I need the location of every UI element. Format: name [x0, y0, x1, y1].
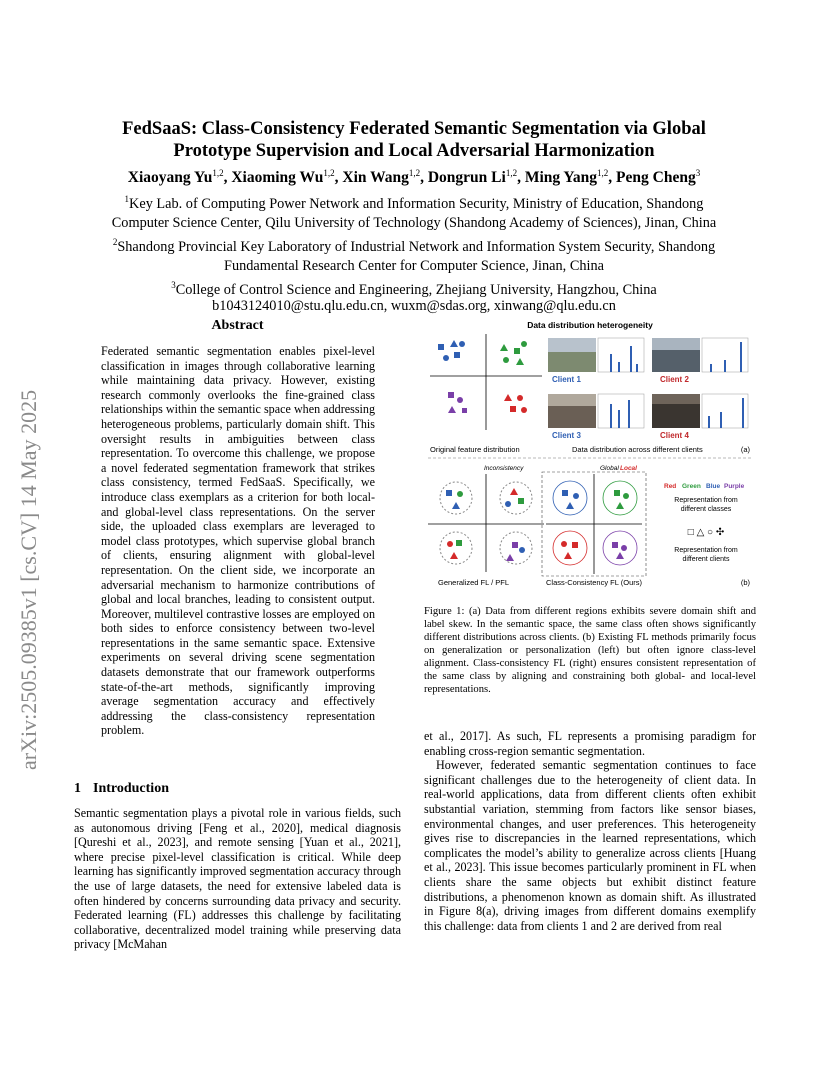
legend-rep-clients-1: Representation from	[674, 547, 738, 554]
author-name: Xin Wang	[342, 169, 409, 187]
legend-rep-classes-1: Representation from	[674, 497, 738, 504]
legend-rep-clients-2: different clients	[682, 556, 730, 563]
blue-cluster-icon	[438, 340, 465, 361]
title-line-2: Prototype Supervision and Local Adversarial Harmonization	[173, 141, 655, 161]
section-title: Introduction	[93, 781, 169, 796]
generalized-fl-plot	[428, 474, 544, 572]
affiliation-3	[60, 276, 768, 300]
aff-text: College of Control Science and Engineering, Zhejiang University, Hangzhou, China	[175, 281, 657, 298]
affiliation-2-cont: Fundamental Research Center for Computer Science, Jinan, China	[224, 257, 604, 274]
affiliations	[60, 190, 768, 314]
aff-text: Shandong Provincial Key Laboratory of Industrial Network and Information System Security, Shandong	[117, 238, 716, 255]
red-cluster-icon	[504, 394, 527, 413]
figure-1	[424, 318, 756, 590]
figure-caption: Figure 1: (a) Data from different regions exhibits severe domain shift and label skew. In the semantic space, the same class often shows significantly different distributions across clients. (b) Existing FL methods primarily focus on generalization or personalization (left) but often ignore class-level alignment. Class-consistency FL (right) ensures consistent representation of the same class by aligning and constraining both global- and local-level representations.	[424, 606, 756, 695]
author-sup: 1,2	[323, 168, 335, 178]
legend-shapes: □ △ ○ ✣	[687, 527, 725, 538]
client-4-label: Client 4	[660, 431, 689, 440]
author-sup: 1,2	[505, 168, 518, 178]
emails: b1043124010@stu.qlu.edu.cn, wuxm@sdas.org, xinwang@qlu.edu.cn	[212, 298, 616, 315]
client-1-tile	[548, 338, 644, 384]
section-heading	[74, 781, 169, 797]
aff-sup: 1	[124, 194, 130, 204]
panel-b-label: (b)	[740, 578, 750, 587]
inconsistency-label: Inconsistency	[484, 465, 524, 472]
intro-paragraph-right-2: However, federated semantic segmentation continues to face significant challenges due to the heterogeneity of client data. In real-world applications, data from different clients often exhibit substantial variation, stemming from factors like sensor biases, environmental changes, and user preferences. This heterogeneity gives rise to discrepancies in the learned representations, which complicates the model’s ability to generalize across clients [Huang et al., 2023]. This issue becomes particularly prominent in FL when clients share the same objects but exhibit distinct feature distributions, a phenomenon known as domain shift. As illustrated in Figure 8(a), driving images from different domains exemplify this challenge: data from clients 1 and 2 are derived from real	[424, 758, 756, 933]
orig-feature-label: Original feature distribution	[430, 445, 520, 454]
global-word: Global	[600, 465, 619, 472]
client-3-label: Client 3	[552, 431, 581, 440]
aff-sup: 2	[112, 236, 118, 247]
author-sup: 1,2	[212, 168, 224, 178]
figure-legend	[664, 483, 745, 563]
author-sup: 1,2	[597, 168, 609, 178]
aff-sup: 3	[171, 279, 176, 290]
author-name: Ming Yang	[524, 169, 598, 187]
legend-purple: Purple	[724, 483, 745, 490]
class-consistency-plot	[546, 474, 642, 574]
local-word: Local	[620, 465, 637, 472]
affiliation-2	[60, 233, 768, 257]
intro-paragraph-left: Semantic segmentation plays a pivotal role in various fields, such as autonomous driving [Feng et al., 2020], medical diagnosis [Qureshi et al., 2023], and remote sensing [Yuan et al., 2021], where precise pixel-level classification is critical. While deep learning has significantly improved segmentation accuracy through the use of large datasets, the need for extensive labeled data is often hindered by concerns surrounding data privacy and security. Federated learning (FL) addresses this challenge by facilitating collaborative, decentralized model training while preserving data privacy [McMahan	[74, 806, 401, 952]
author-sup: 3	[695, 168, 701, 178]
panel-a-label: (a)	[740, 445, 750, 454]
abstract-text: Federated semantic segmentation enables pixel-level classification in images through collaborative learning while maintaining data privacy. However, existing research commonly overlooks the fine-grained class relationships within the semantic space when addressing heterogeneous problems, particularly domain shift. This oversight results in ambiguities between class representation. To overcome this challenge, we propose a novel federated segmentation framework that strikes class consistency, termed FedSaaS. Specifically, we introduce class exemplars as a criterion for both local- and global-level class representations. On the server side, the uploaded class exemplars are leveraged to model class prototypes, which supervise global branch of clients, ensuring alignment with global-level representation. On the client side, we incorporate an adversarial mechanism to harmonize contributions of global and local branches, leading to consistent output. Moreover, multilevel contrastive losses are employed on both sides to enforce consistency between two-level representations in the same semantic space. Extensive experiments on several driving scene segmentation datasets demonstrate that our framework outperforms state-of-the-art methods, significantly improving average segmentation accuracy and effectively addressing the class-consistency representation problem.	[101, 344, 375, 738]
arxiv-stamp-text: arXiv:2505.09385v1 [cs.CV] 14 May 2025	[16, 389, 41, 770]
arxiv-stamp	[6, 300, 46, 780]
legend-green: Green	[682, 483, 701, 490]
title-line-1: FedSaaS: Class-Consistency Federated Semantic Segmentation via Global	[122, 119, 706, 139]
class-consistency-label: Class-Consistency FL (Ours)	[546, 578, 642, 587]
intro-right-column	[424, 729, 756, 933]
client-4-tile	[652, 394, 748, 440]
generalized-fl-label: Generalized FL / PFL	[438, 578, 510, 587]
legend-blue: Blue	[706, 483, 721, 490]
client-2-label: Client 2	[660, 375, 689, 384]
author-name: Peng Cheng	[616, 169, 696, 187]
feature-distribution-plot	[430, 334, 542, 430]
green-cluster-icon	[500, 341, 527, 365]
client-3-tile	[548, 394, 644, 440]
legend-rep-classes-2: different classes	[680, 506, 732, 513]
purple-cluster-icon	[448, 392, 467, 413]
figure-top-title: Data distribution heterogeneity	[527, 320, 653, 330]
affiliation-1-cont: Computer Science Center, Qilu University of Technology (Shandong Academy of Sciences), Jinan, China	[111, 214, 717, 231]
affiliation-1	[60, 190, 768, 214]
legend-red: Red	[664, 483, 677, 490]
client-2-tile	[652, 338, 748, 384]
across-clients-label: Data distribution across different clients	[572, 445, 703, 454]
author-sup: 1,2	[408, 168, 421, 178]
intro-paragraph-right-1: et al., 2017]. As such, FL represents a promising paradigm for enabling cross-region semantic segmentation.	[424, 729, 756, 758]
aff-text: Key Lab. of Computing Power Network and Information Security, Ministry of Education, Shandong	[129, 195, 704, 212]
author-name: Dongrun Li	[427, 169, 506, 187]
author-list: Xiaoyang Yu$^{1,2}$, Xiaoming Wu$^{1,2}$, Xin Wang$^{1,2}$, Dongrun Li$^{1,2}$, Ming Yang$^{1,2}$, Peng Cheng$^3$	[127, 168, 701, 187]
abstract-heading: Abstract	[211, 318, 264, 333]
section-number: 1	[74, 781, 81, 796]
author-name: Xiaoming Wu	[231, 169, 324, 187]
client-1-label: Client 1	[552, 375, 581, 384]
author-name: Xiaoyang Yu	[127, 169, 213, 187]
paper-title	[60, 118, 768, 162]
